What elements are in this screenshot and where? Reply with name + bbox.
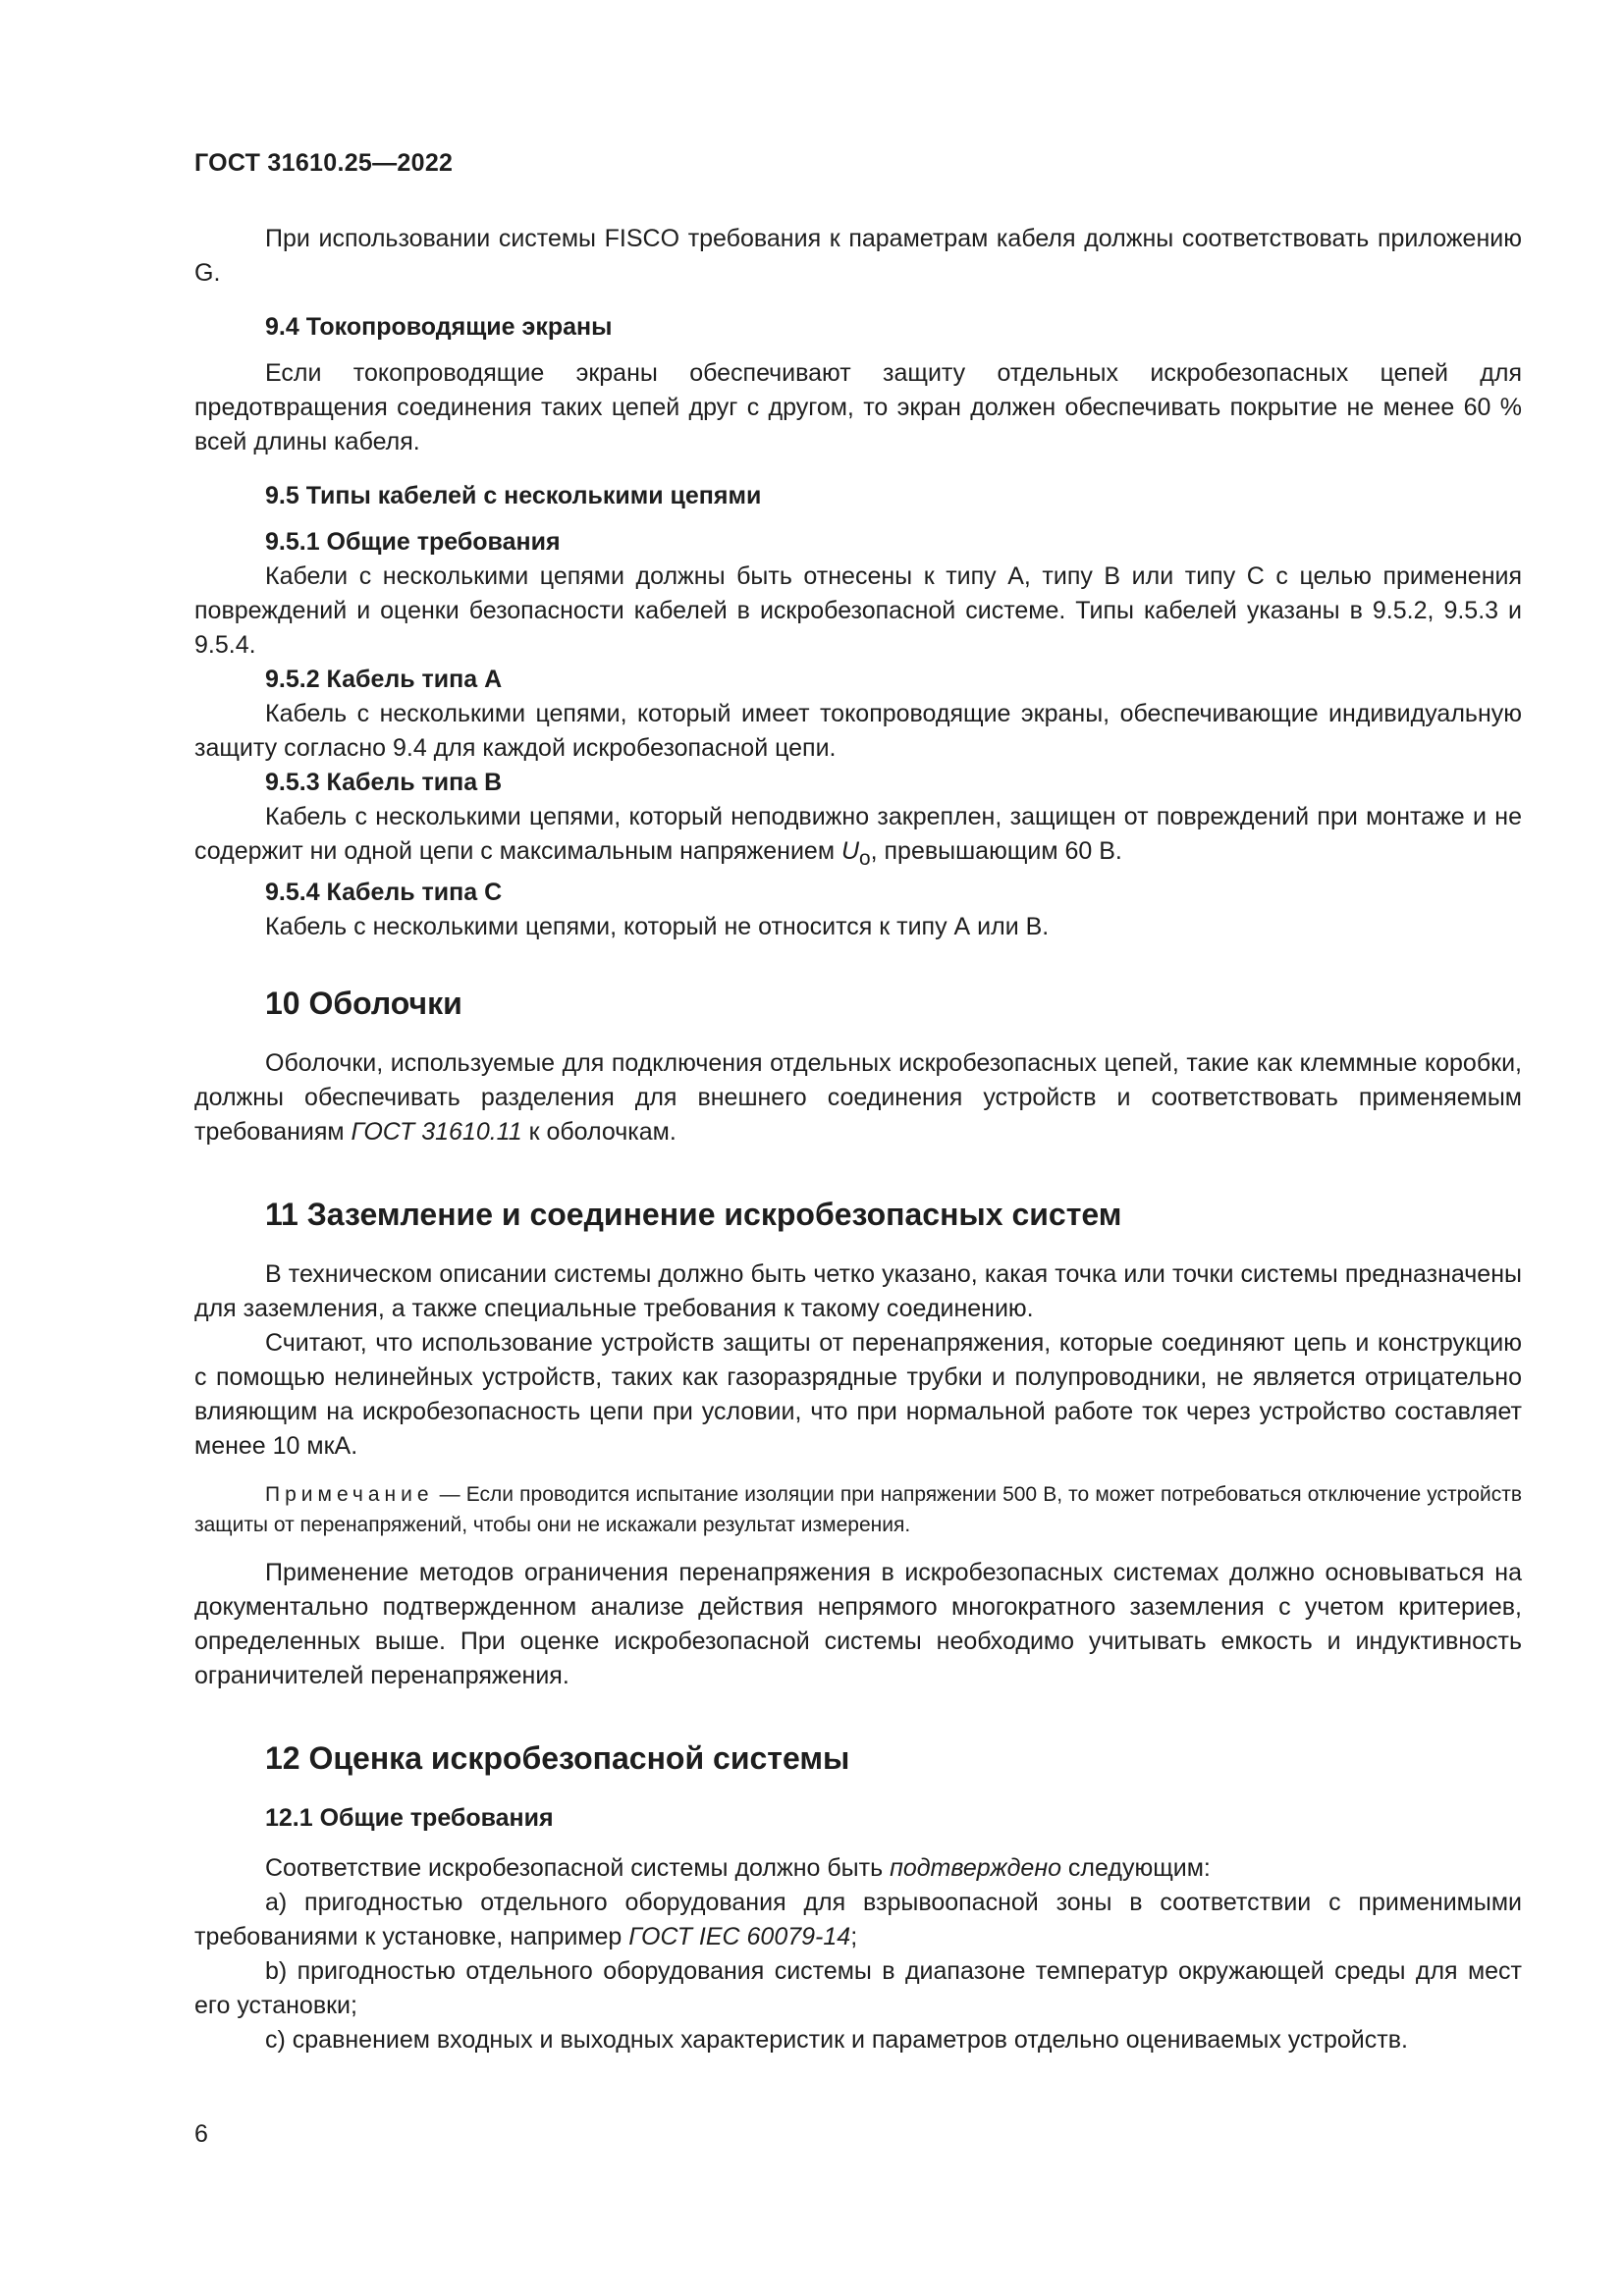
voltage-symbol: U (840, 837, 860, 865)
note-text: — Если проводится испытание изоляции при напряжении 500 В, то может потребоваться отключение устройств защиты от перенапряжений, чтобы они не искажали результат измерения. (194, 1483, 1522, 1536)
section-9-5-2-text: Кабель с несколькими цепями, который имеет токопроводящие экраны, обеспечивающие индивидуальную защиту согласно 9.4 для каждой искробезопасной цепи. (194, 700, 1522, 762)
note-label: Примечание (265, 1483, 434, 1506)
list-item-b: b) пригодностью отдельного оборудования системы в диапазоне температур окружающей среды для мест его установки; (194, 1957, 1522, 2019)
document-body (194, 222, 1522, 2057)
section-10-text (194, 1046, 1522, 1149)
page-number: 6 (194, 2120, 208, 2148)
section-12-title: 12 Оценка искробезопасной системы (265, 1740, 850, 1776)
document-header: ГОСТ 31610.25—2022 (194, 149, 454, 177)
intro-text-b: следующим: (1060, 1854, 1211, 1882)
section-10-text-a: Оболочки, используемые для подключения отдельных искробезопасных цепей, такие как клеммные коробки, должны обеспечивать разделения для внешнего соединения устройств и соответствовать применяемым требованиям (194, 1049, 1522, 1146)
fisco-paragraph: При использовании системы FISCO требования к параметрам кабеля должны соответствовать приложению G. (194, 225, 1522, 287)
section-10-text-b: к оболочкам. (521, 1118, 677, 1146)
section-11-title: 11 Заземление и соединение искробезопасных систем (265, 1197, 1122, 1232)
section-12-1-title: 12.1 Общие требования (265, 1804, 554, 1832)
section-9-5-3-title: 9.5.3 Кабель типа В (265, 769, 503, 796)
section-11-paragraph-1: В техническом описании системы должно быть четко указано, какая точка или точки системы предназначены для заземления, а также специальные требования к такому соединению. (194, 1260, 1522, 1322)
section-9-4-title: 9.4 Токопроводящие экраны (265, 313, 613, 341)
intro-emphasis: подтверждено (890, 1854, 1061, 1882)
section-11-paragraph-2: Считают, что использование устройств защиты от перенапряжения, которые соединяют цепь и конструкцию с помощью нелинейных устройств, таких как газоразрядные трубки и полупроводники, не является отрицательно влияющим на искробезопасность цепи при условии, что при нормальной работе ток через устройство составляет менее 10 мкА. (194, 1329, 1522, 1460)
list-item-a-text: a) пригодностью отдельного оборудования для взрывоопасной зоны в соответствии с применимыми требованиями к установке, например (194, 1889, 1522, 1950)
list-item-a (194, 1886, 1522, 1954)
section-12-1-intro (194, 1851, 1522, 1886)
section-9-5-1-title: 9.5.1 Общие требования (265, 528, 561, 556)
section-9-4-text: Если токопроводящие экраны обеспечивают защиту отдельных искробезопасных цепей для предотвращения соединения таких цепей друг с другом, то экран должен обеспечивать покрытие не менее 60 % всей длины кабеля. (194, 359, 1522, 455)
intro-text-a: Соответствие искробезопасной системы должно быть (265, 1854, 891, 1882)
section-10-reference: ГОСТ 31610.11 (351, 1118, 522, 1146)
section-9-5-4-text: Кабель с несколькими цепями, который не относится к типу А или В. (265, 913, 1050, 940)
section-9-5-2-title: 9.5.2 Кабель типа А (265, 666, 503, 693)
list-item-c: c) сравнением входных и выходных характеристик и параметров отдельно оцениваемых устройств. (265, 2026, 1408, 2054)
section-9-5-3-text-a: Кабель с несколькими цепями, который неподвижно закреплен, защищен от повреждений при монтаже и не содержит ни одной цепи с максимальным напряжением (194, 803, 1522, 865)
section-10-title: 10 Оболочки (265, 986, 462, 1021)
section-9-5-title: 9.5 Типы кабелей с несколькими цепями (265, 482, 762, 509)
section-11-note (194, 1479, 1522, 1540)
voltage-subscript: o (859, 847, 871, 870)
list-item-a-end: ; (850, 1923, 858, 1950)
section-9-5-1-text: Кабели с несколькими цепями должны быть отнесены к типу A, типу B или типу C с целью применения повреждений и оценки безопасности кабелей в искробезопасной системе. Типы кабелей указаны в 9.5.2, 9.5.3 и 9.5.4. (194, 562, 1522, 659)
section-9-5-4-title: 9.5.4 Кабель типа С (265, 879, 503, 906)
list-item-a-reference: ГОСТ IEC 60079-14 (628, 1923, 851, 1950)
section-11-paragraph-3: Применение методов ограничения перенапряжения в искробезопасных системах должно основываться на документально подтвержденном анализе действия непрямого многократного заземления с учетом критериев, определенных выше. При оценке искробезопасной системы необходимо учитывать емкость и индуктивность ограничителей перенапряжения. (194, 1559, 1522, 1689)
section-9-5-3-text (194, 800, 1522, 876)
section-9-5-3-text-b: , превышающим 60 В. (870, 837, 1122, 865)
